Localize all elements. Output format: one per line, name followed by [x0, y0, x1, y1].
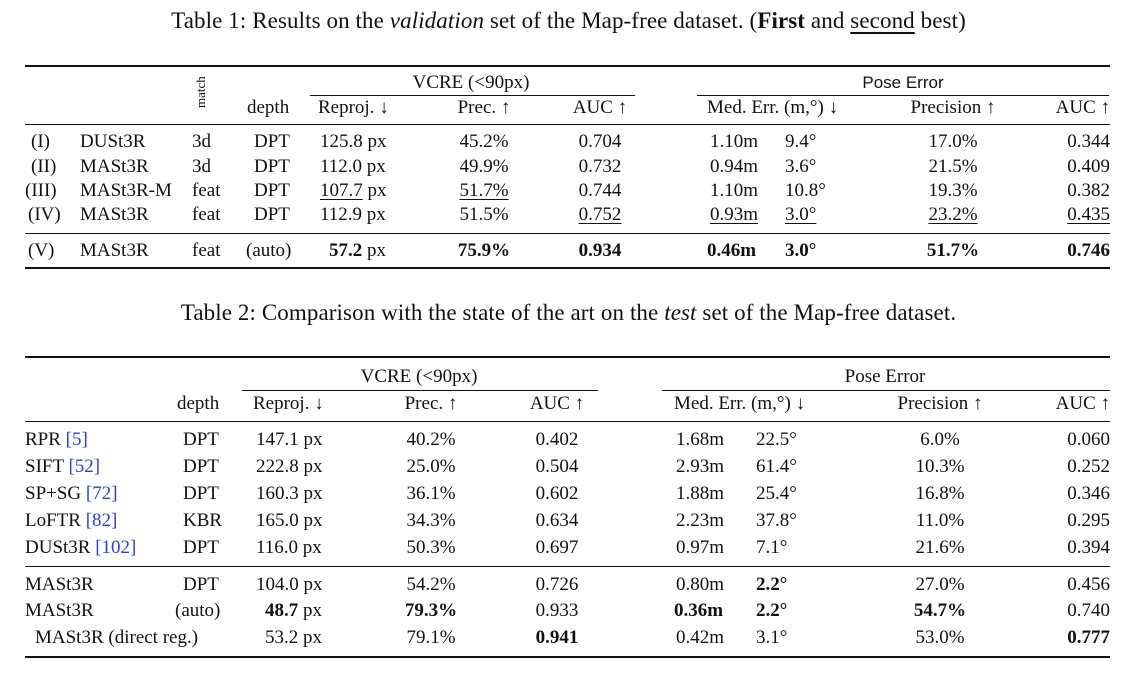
reproj-value: 125.8 px	[320, 131, 387, 152]
auc-vcre-value: 0.934	[578, 240, 622, 261]
prec-value: 79.1%	[406, 627, 456, 648]
precision-value: 21.6%	[915, 537, 965, 558]
reproj-value: 116.0 px	[256, 537, 322, 558]
reproj-value: 112.0 px	[320, 156, 386, 177]
auc-pose-value: 0.456	[1067, 574, 1110, 595]
err-deg-value: 3.0°	[785, 240, 817, 261]
precision-value: 54.7%	[913, 600, 967, 621]
auc-vcre-value: 0.402	[535, 429, 579, 450]
err-m-value: 0.97m	[676, 537, 725, 558]
method-name: MASt3R	[25, 574, 94, 595]
depth-value: (auto)	[175, 600, 221, 621]
method-name: MASt3R	[80, 240, 149, 261]
table1-pose-group-rule	[697, 95, 1109, 96]
row-id: (I)	[31, 131, 50, 152]
method-name: MASt3R	[80, 204, 149, 225]
auc-pose-value: 0.252	[1067, 456, 1110, 477]
match-value: feat	[192, 180, 221, 201]
reproj-value: 147.1 px	[256, 429, 323, 450]
prec-value: 45.2%	[459, 131, 509, 152]
err-deg-value: 25.4°	[756, 483, 797, 504]
precision-value: 21.5%	[928, 156, 978, 177]
err-deg-value: 9.4°	[785, 131, 817, 152]
prec-value: 36.1%	[406, 483, 456, 504]
auc-vcre-value: 0.602	[535, 483, 579, 504]
table1-vcre-group-label: VCRE (<90px)	[412, 72, 530, 93]
auc-pose-value: 0.409	[1067, 156, 1110, 177]
table1-header-rule	[25, 124, 1110, 125]
err-deg-value: 37.8°	[756, 510, 797, 531]
err-m-value: 1.88m	[676, 483, 725, 504]
table2-auc-pose-header: AUC ↑	[1055, 393, 1110, 414]
depth-value: (auto)	[246, 240, 292, 261]
err-m-value: 0.94m	[710, 156, 759, 177]
prec-value: 75.9%	[457, 240, 511, 261]
auc-vcre-value: 0.504	[535, 456, 579, 477]
prec-value: 34.3%	[406, 510, 456, 531]
table1-match-header: match	[193, 76, 208, 108]
prec-value: 50.3%	[406, 537, 456, 558]
method-name: RPR [5]	[25, 429, 88, 450]
method-name: MASt3R	[80, 156, 149, 177]
reproj-value: 112.9 px	[320, 204, 386, 225]
reproj-value: 160.3 px	[256, 483, 323, 504]
err-m-value: 0.36m	[674, 600, 724, 621]
err-m-value: 0.93m	[710, 204, 759, 225]
err-deg-value: 61.4°	[756, 456, 797, 477]
method-name: SIFT [52]	[25, 456, 101, 477]
auc-vcre-value: 0.752	[578, 204, 622, 225]
depth-value: KBR	[183, 510, 223, 531]
precision-value: 23.2%	[928, 204, 978, 225]
row-id: (V)	[28, 240, 55, 261]
auc-vcre-value: 0.941	[535, 627, 579, 648]
method-name: MASt3R-M	[80, 180, 172, 201]
auc-pose-value: 0.746	[1067, 240, 1110, 261]
method-name: LoFTR [82]	[25, 510, 118, 531]
method-name: MASt3R	[25, 600, 94, 621]
table2-med-err-header: Med. Err. (m,°) ↓	[674, 393, 806, 414]
method-name: SP+SG [72]	[25, 483, 118, 504]
auc-pose-value: 0.060	[1067, 429, 1110, 450]
prec-value: 51.7%	[459, 180, 509, 201]
citation-link[interactable]: [102]	[95, 537, 137, 558]
table2-mid-rule	[25, 566, 1110, 567]
match-value: feat	[192, 240, 221, 261]
auc-vcre-value: 0.704	[578, 131, 622, 152]
depth-value: DPT	[254, 204, 290, 225]
table2-bottom-rule	[25, 656, 1110, 658]
err-deg-value: 2.2°	[756, 600, 788, 621]
reproj-value: 48.7 px	[265, 600, 322, 621]
table1-vcre-group-rule	[310, 95, 635, 96]
err-m-value: 1.10m	[710, 180, 759, 201]
table2-reproj-header: Reproj. ↓	[253, 393, 324, 414]
precision-value: 11.0%	[915, 510, 965, 531]
precision-value: 17.0%	[928, 131, 978, 152]
table2-depth-header: depth	[177, 393, 220, 414]
table1-auc-vcre-header: AUC ↑	[572, 97, 628, 118]
auc-vcre-value: 0.726	[535, 574, 579, 595]
match-value: 3d	[192, 156, 211, 177]
method-name: MASt3R (direct reg.)	[35, 627, 199, 648]
err-m-value: 0.46m	[707, 240, 757, 261]
depth-value: DPT	[254, 180, 290, 201]
table2-pose-group-label: Pose Error	[844, 366, 926, 387]
table1-caption: Table 1: Results on the validation set of the Map-free dataset. (First and second best)	[171, 8, 966, 33]
auc-pose-value: 0.382	[1067, 180, 1110, 201]
err-deg-value: 7.1°	[756, 537, 788, 558]
table2-header-rule	[25, 421, 1110, 422]
match-value: 3d	[192, 131, 211, 152]
auc-pose-value: 0.295	[1067, 510, 1110, 531]
prec-value: 51.5%	[459, 204, 509, 225]
row-id: (III)	[25, 180, 57, 201]
auc-pose-value: 0.344	[1067, 131, 1110, 152]
table1-med-err-header: Med. Err. (m,°) ↓	[707, 97, 839, 118]
precision-value: 6.0%	[920, 429, 960, 450]
precision-value: 10.3%	[915, 456, 965, 477]
err-m-value: 1.68m	[676, 429, 725, 450]
reproj-value: 104.0 px	[256, 574, 323, 595]
row-id: (II)	[31, 156, 57, 177]
reproj-value: 53.2 px	[265, 627, 322, 648]
method-name: DUSt3R	[80, 131, 146, 152]
err-m-value: 0.42m	[676, 627, 725, 648]
auc-vcre-value: 0.634	[535, 510, 579, 531]
precision-value: 19.3%	[928, 180, 978, 201]
depth-value: DPT	[183, 456, 219, 477]
table2-prec-header: Prec. ↑	[404, 393, 458, 414]
table1-auc-pose-header: AUC ↑	[1055, 97, 1110, 118]
depth-value: DPT	[183, 429, 219, 450]
table1-top-rule	[25, 65, 1110, 67]
precision-value: 51.7%	[926, 240, 980, 261]
auc-pose-value: 0.346	[1067, 483, 1110, 504]
auc-vcre-value: 0.933	[535, 600, 579, 621]
err-m-value: 2.23m	[676, 510, 725, 531]
err-deg-value: 3.1°	[756, 627, 788, 648]
depth-value: DPT	[183, 574, 219, 595]
row-id: (IV)	[28, 204, 61, 225]
err-deg-value: 22.5°	[756, 429, 797, 450]
table1-depth-header: depth	[247, 97, 290, 118]
depth-value: DPT	[183, 483, 219, 504]
precision-value: 27.0%	[915, 574, 965, 595]
reproj-value: 107.7 px	[320, 180, 387, 201]
method-name: DUSt3R [102]	[25, 537, 137, 558]
table2-auc-vcre-header: AUC ↑	[529, 393, 585, 414]
depth-value: DPT	[183, 537, 219, 558]
auc-pose-value: 0.777	[1067, 627, 1110, 648]
prec-value: 79.3%	[404, 600, 458, 621]
prec-value: 54.2%	[406, 574, 456, 595]
auc-vcre-value: 0.732	[578, 156, 622, 177]
err-deg-value: 3.0°	[785, 204, 817, 225]
table1-reproj-header: Reproj. ↓	[318, 97, 389, 118]
reproj-value: 222.8 px	[256, 456, 323, 477]
reproj-value: 165.0 px	[256, 510, 323, 531]
table2-vcre-group-label: VCRE (<90px)	[360, 366, 478, 387]
match-value: feat	[192, 204, 221, 225]
reproj-value: 57.2 px	[329, 240, 386, 261]
citation-link[interactable]: [72]	[85, 483, 118, 504]
prec-value: 49.9%	[459, 156, 509, 177]
prec-value: 25.0%	[406, 456, 456, 477]
err-deg-value: 10.8°	[785, 180, 826, 201]
table2-caption: Table 2: Comparison with the state of the art on the test set of the Map-free dataset.	[180, 300, 957, 325]
citation-link[interactable]: [52]	[68, 456, 101, 477]
citation-link[interactable]: [82]	[85, 510, 118, 531]
table1-bottom-rule	[25, 267, 1110, 269]
table1-precision-header: Precision ↑	[910, 97, 996, 118]
citation-link[interactable]: [5]	[65, 429, 88, 450]
auc-pose-value: 0.394	[1067, 537, 1110, 558]
auc-pose-value: 0.435	[1067, 204, 1110, 225]
table1-prec-header: Prec. ↑	[457, 97, 511, 118]
table1-mid-rule	[25, 233, 1110, 234]
auc-pose-value: 0.740	[1067, 600, 1110, 621]
err-deg-value: 3.6°	[785, 156, 817, 177]
depth-value: DPT	[254, 156, 290, 177]
auc-vcre-value: 0.697	[535, 537, 579, 558]
table2-pose-group-rule	[662, 390, 1110, 391]
table2-top-rule	[25, 356, 1110, 358]
err-deg-value: 2.2°	[756, 574, 788, 595]
depth-value: DPT	[254, 131, 290, 152]
err-m-value: 1.10m	[710, 131, 759, 152]
auc-vcre-value: 0.744	[578, 180, 622, 201]
err-m-value: 0.80m	[676, 574, 725, 595]
prec-value: 40.2%	[406, 429, 456, 450]
precision-value: 53.0%	[915, 627, 965, 648]
table2-precision-header: Precision ↑	[897, 393, 983, 414]
precision-value: 16.8%	[915, 483, 965, 504]
table1-pose-group-label: Pose Error	[862, 73, 944, 92]
err-m-value: 2.93m	[676, 456, 725, 477]
table2-vcre-group-rule	[242, 390, 598, 391]
